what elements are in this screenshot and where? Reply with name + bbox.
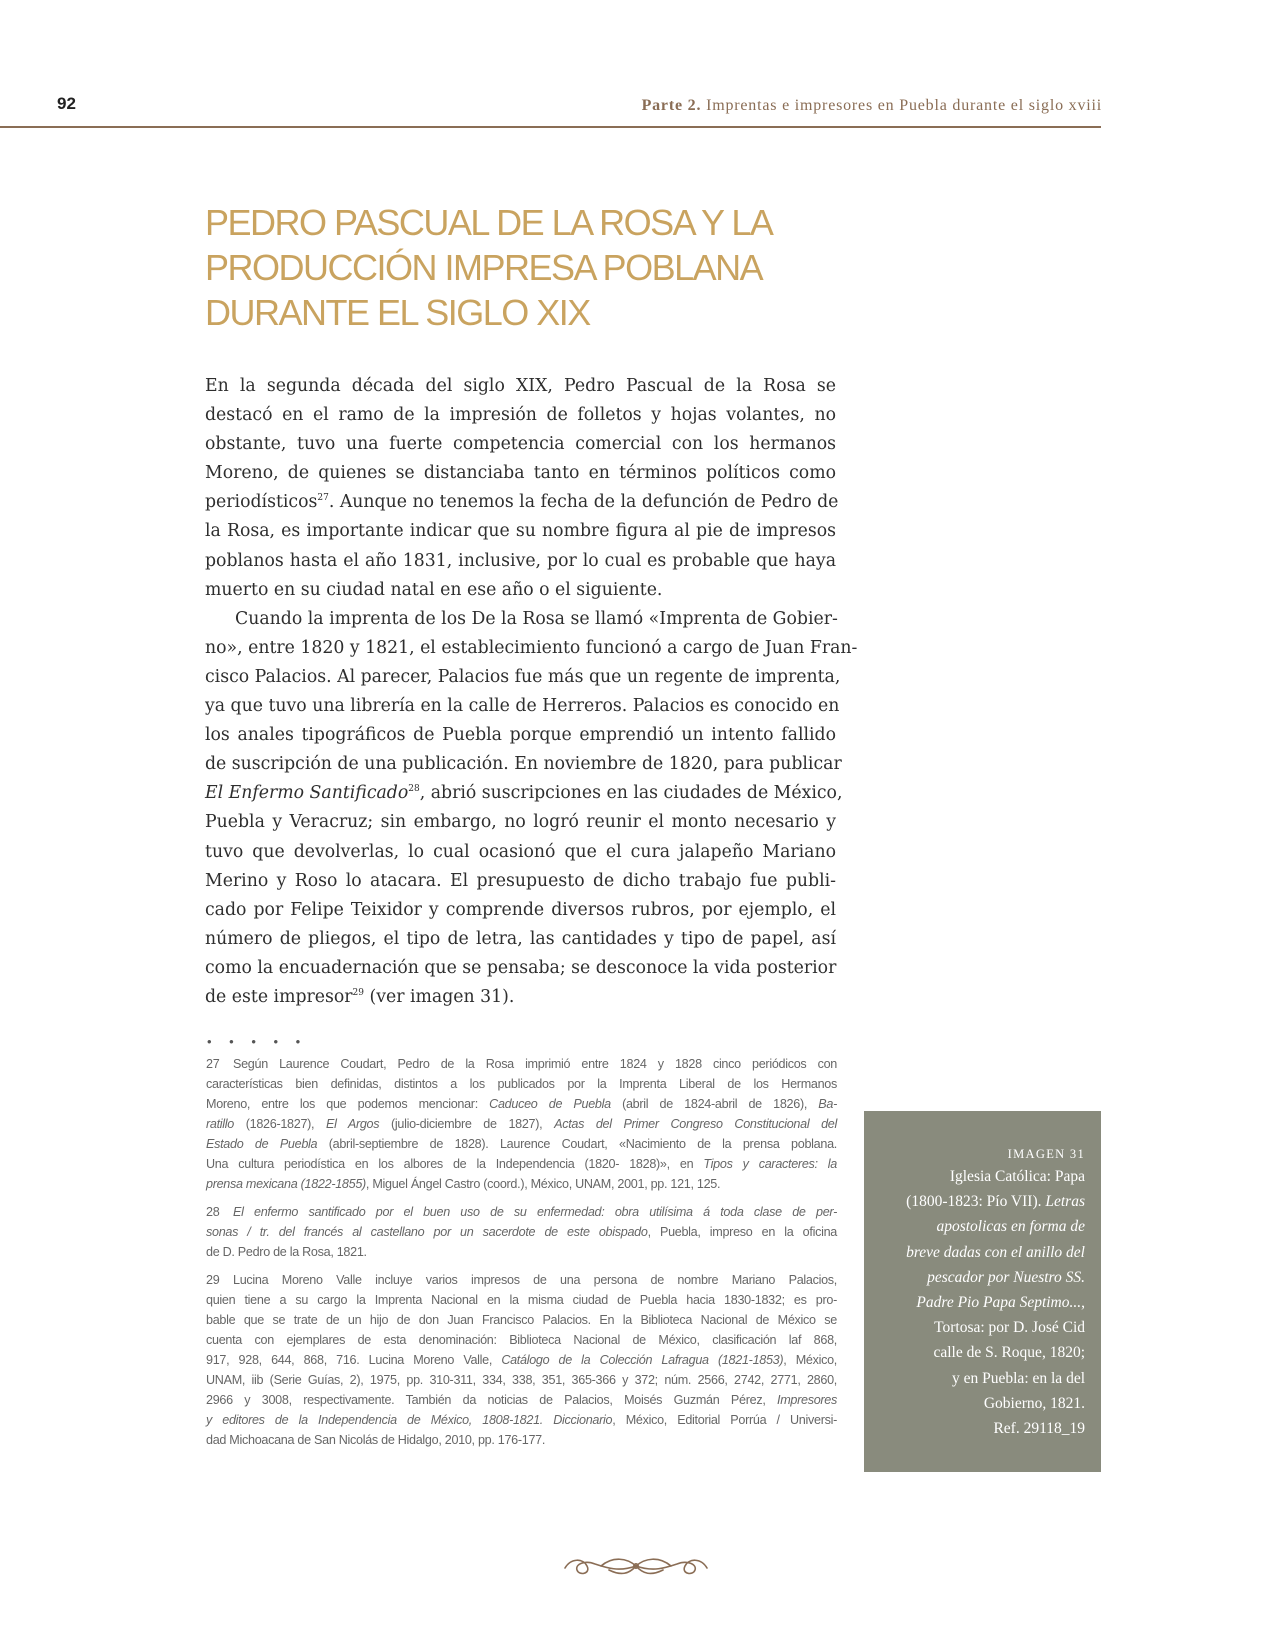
- text-line: muerto en su ciudad natal en ese año o el siguiente.: [205, 579, 663, 600]
- text-run: , Puebla, impreso en la oficina: [647, 1225, 837, 1239]
- running-header: [642, 97, 1102, 115]
- text-line: cado por Felipe Teixidor y comprende diversos rubros, por ejemplo, el: [205, 899, 836, 920]
- italic-title: Letras: [1045, 1193, 1085, 1211]
- italic-title: Padre Pio Papa Septimo...: [916, 1294, 1082, 1312]
- header-rule: [0, 126, 1101, 128]
- text-run: Lucina Moreno Valle incluye varios impresos de una persona de nombre Mariano Palacios,: [233, 1273, 837, 1287]
- italic-title: Tipos y caracteres: la: [703, 1157, 837, 1171]
- italic-title: breve dadas con el anillo del: [906, 1243, 1085, 1261]
- text-run: (ver imagen 31).: [364, 986, 515, 1007]
- text-run: , abrió suscripciones en las ciudades de México,: [419, 783, 843, 804]
- italic-title: apostolicas en forma de: [936, 1218, 1085, 1236]
- text-line: Merino y Roso lo atacara. El presupuesto de dicho trabajo fue publi-: [205, 870, 836, 891]
- italic-title: El enfermo santificado por el buen uso de su enfermedad: obra utilísima á toda clase de per-: [233, 1205, 837, 1219]
- text-run: , México, Editorial Porrúa / Universi-: [612, 1413, 837, 1427]
- footnote-28: [206, 1202, 837, 1262]
- caption-line: [880, 1240, 1085, 1265]
- image-caption-box: [864, 1111, 1101, 1472]
- footnote-line: [206, 1350, 837, 1370]
- italic-title: y editores de la Independencia de México, 1808-1821. Diccionario: [206, 1413, 613, 1427]
- footnote-ref-28[interactable]: 28: [408, 784, 420, 795]
- chapter-title-line: DURANTE EL SIGLO XIX: [205, 292, 590, 333]
- caption-line: [880, 1214, 1085, 1239]
- text-line: Moreno, de quienes se distanciaba tanto en términos políticos como: [205, 463, 836, 484]
- italic-title: sonas / tr. del francés al castellano por un sacerdote de este obispado: [206, 1225, 648, 1239]
- part-title: Imprentas e impresores en Puebla durante el siglo xviii: [706, 97, 1102, 114]
- caption-line: Gobierno, 1821.: [983, 1394, 1085, 1412]
- italic-title: Impresores: [777, 1393, 837, 1407]
- italic-title: pescador por Nuestro SS.: [927, 1268, 1085, 1286]
- footnote-line: UNAM, iib (Serie Guías, 2), 1975, pp. 310-311, 334, 338, 351, 365-366 y 372; núm. 2566, 2742, 2771, 2860,: [206, 1373, 837, 1387]
- italic-title: Estado de Puebla: [206, 1137, 318, 1151]
- text-run: (julio-diciembre de 1827),: [379, 1117, 555, 1131]
- text-line: no», entre 1820 y 1821, el establecimiento funcionó a cargo de Juan Fran-: [205, 637, 858, 658]
- chapter-title-line: PRODUCCIÓN IMPRESA POBLANA: [205, 247, 763, 288]
- text-line: los anales tipográficos de Puebla porque emprendió un intento fallido: [205, 725, 836, 746]
- text-line: poblanos hasta el año 1831, inclusive, por lo cual es probable que haya: [205, 550, 836, 571]
- page-number: 92: [57, 94, 76, 113]
- text-run: 917, 928, 644, 868, 716. Lucina Moreno Valle,: [206, 1353, 502, 1367]
- footnote-line: [206, 1134, 837, 1154]
- footnote-line: quien tiene a su cargo la Imprenta Nacional en la misma ciudad de Puebla hacia 1830-1832; es pro-: [206, 1293, 837, 1307]
- italic-title: ratillo: [206, 1117, 234, 1131]
- footnote-line: [206, 1174, 837, 1194]
- italic-title: Caduceo de Puebla: [489, 1097, 611, 1111]
- footnote-line: [206, 1054, 837, 1074]
- caption-line: Tortosa: por D. José Cid: [934, 1319, 1085, 1337]
- footnote-ref-29[interactable]: 29: [352, 987, 364, 998]
- footnote-line: [206, 1410, 837, 1430]
- chapter-title-line: PEDRO PASCUAL DE LA ROSA Y LA: [205, 202, 773, 243]
- caption-text: [880, 1164, 1085, 1441]
- footnote-line: características bien definidas, distintos a los publicados por la Imprenta Liberal de los Hermanos: [206, 1077, 837, 1091]
- text-line: cisco Palacios. Al parecer, Palacios fue más que un regente de imprenta,: [205, 666, 841, 687]
- footnote-line: [206, 1222, 837, 1242]
- text-run: Según Laurence Coudart, Pedro de la Rosa imprimió entre 1824 y 1828 cinco periódicos con: [233, 1057, 837, 1071]
- footnote-separator: • • • • •: [207, 1034, 308, 1049]
- paragraph-1: [205, 372, 839, 605]
- italic-title: Catálogo de la Colección Lafragua (1821-1853): [501, 1353, 784, 1367]
- paragraph-2: [205, 605, 858, 1012]
- caption-line: [880, 1265, 1085, 1290]
- caption-line: [880, 1290, 1085, 1315]
- footnote-line: [206, 1270, 837, 1290]
- part-label: Parte 2.: [641, 97, 702, 114]
- text-line: de suscripción de una publicación. En noviembre de 1820, para publicar: [205, 754, 842, 775]
- text-line: número de pliegos, el tipo de letra, las cantidades y tipo de papel, así: [205, 928, 836, 949]
- footnote-27: [206, 1054, 837, 1194]
- footnote-number: 29: [206, 1273, 220, 1287]
- footnote-line: bable que se trate de un hijo de don Juan Francisco Palacios. En la Biblioteca Nacional de México se: [206, 1313, 837, 1327]
- italic-title: Actas del Primer Congreso Constitucional del: [554, 1117, 837, 1131]
- chapter-title: [205, 200, 845, 335]
- footnote-line: [206, 1202, 837, 1222]
- caption-line: Ref. 29118_19: [993, 1420, 1085, 1438]
- footnote-line: cuenta con ejemplares de esta denominación: Biblioteca Nacional de México, clasificación laf 868,: [206, 1333, 837, 1347]
- footnote-line: [206, 1114, 837, 1134]
- body-text: [205, 372, 858, 1012]
- caption-line: calle de S. Roque, 1820;: [933, 1344, 1085, 1362]
- text-run: ,: [1081, 1294, 1085, 1312]
- footnote-29: [206, 1270, 837, 1450]
- text-run: (1800-1823: Pío VII).: [906, 1193, 1046, 1211]
- text-run: Moreno, entre los que podemos mencionar:: [206, 1097, 490, 1111]
- footnote-line: de D. Pedro de la Rosa, 1821.: [206, 1245, 367, 1259]
- italic-title: El Argos: [325, 1117, 380, 1131]
- footnote-line: [206, 1154, 837, 1174]
- footnotes: [206, 1054, 837, 1458]
- text-run: 2966 y 3008, respectivamente. También da noticias de Palacios, Moisés Guzmán Pérez,: [206, 1393, 777, 1407]
- text-line: ya que tuvo una librería en la calle de Herreros. Palacios es conocido en: [205, 696, 840, 717]
- text-line: [205, 488, 839, 517]
- flourish-ornament-icon: [561, 1546, 711, 1586]
- text-run: Una cultura periodística en los albores de la Independencia (1820- 1828)», en: [206, 1157, 704, 1171]
- caption-line: [880, 1189, 1085, 1214]
- text-line: Cuando la imprenta de los De la Rosa se llamó «Imprenta de Gobier-: [235, 608, 838, 629]
- text-run: (abril de 1824-abril de 1826),: [610, 1097, 819, 1111]
- text-line: En la segunda década del siglo XIX, Pedro Pascual de la Rosa se: [205, 376, 836, 396]
- text-run: . Aunque no tenemos la fecha de la defunción de Pedro de: [328, 492, 839, 513]
- text-line: la Rosa, es importante indicar que su nombre figura al pie de impresos: [205, 521, 836, 542]
- italic-title: prensa mexicana (1822-1855): [206, 1177, 366, 1191]
- caption-line: y en Puebla: en la del: [952, 1369, 1085, 1387]
- caption-line: Iglesia Católica: Papa: [949, 1168, 1085, 1185]
- text-line: Puebla y Veracruz; sin embargo, no logró reunir el monto necesario y: [205, 812, 836, 833]
- caption-label: IMAGEN 31: [1007, 1147, 1085, 1161]
- text-run: (1826-1827),: [234, 1117, 326, 1131]
- italic-title: Ba-: [818, 1097, 837, 1111]
- text-run: de este impresor: [205, 986, 353, 1007]
- text-line: tuvo que devolverlas, lo cual ocasionó que el cura jalapeño Mariano: [205, 841, 836, 862]
- footnote-line: [206, 1094, 837, 1114]
- text-line: destacó en el ramo de la impresión de folletos y hojas volantes, no: [205, 405, 836, 426]
- footnote-number: 27: [206, 1057, 220, 1071]
- footnote-number: 28: [206, 1205, 220, 1219]
- footnote-ref-27[interactable]: 27: [317, 493, 329, 504]
- text-run: (abril-septiembre de 1828). Laurence Coudart, «Nacimiento de la prensa poblana.: [317, 1137, 837, 1151]
- italic-title: El Enfermo Santificado: [205, 783, 409, 804]
- text-line: obstante, tuvo una fuerte competencia comercial con los hermanos: [205, 434, 836, 455]
- text-line: [205, 983, 836, 1012]
- text-run: , México,: [783, 1353, 837, 1367]
- text-run: , Miguel Ángel Castro (coord.), México, UNAM, 2001, pp. 121, 125.: [365, 1177, 721, 1191]
- text-run: periodísticos: [205, 492, 318, 513]
- text-line: [205, 779, 843, 808]
- text-line: como la encuadernación que se pensaba; se desconoce la vida posterior: [205, 957, 837, 978]
- footnote-line: dad Michoacana de San Nicolás de Hidalgo, 2010, pp. 176-177.: [206, 1433, 546, 1447]
- footnote-line: [206, 1390, 837, 1410]
